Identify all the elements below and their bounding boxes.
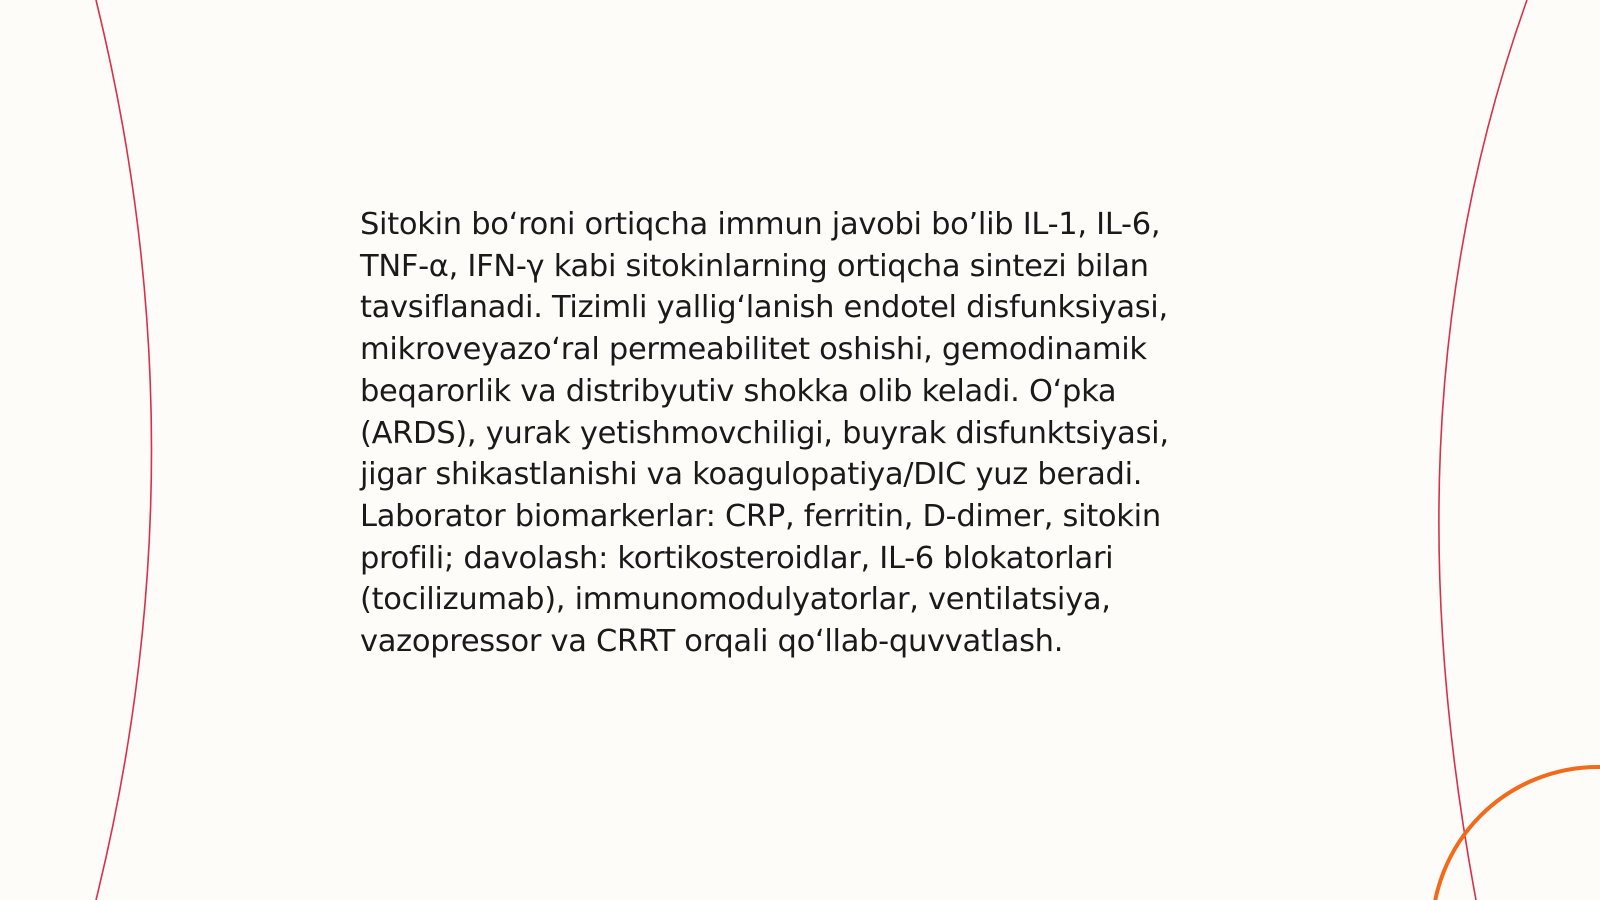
left-arc: [96, 0, 152, 900]
body-paragraph: Sitokin bo‘roni ortiqcha immun javobi bo’lib IL-1, IL-6, TNF-α, IFN-γ kabi sitokinlarning ortiqcha sintezi bilan tavsiflanadi. Tizimli yallig‘lanish endotel disfunksiyasi, mikroveyazo‘ral permeabilitet oshishi, gemodinamik beqarorlik va distribyutiv shokka olib keladi. O‘pka (ARDS), yurak yetishmovchiligi, buyrak disfunktsiyasi, jigar shikastlanishi va koagulopatiya/DIC yuz beradi. Laborator biomarkerlar: CRP, ferritin, D-dimer, sitokin profili; davolash: kortikosteroidlar, IL-6 blokatorlari (tocilizumab), immunomodulyatorlar, ventilatsiya, vazopressor va CRRT orqali qo‘llab-quvvatlash.: [360, 207, 1169, 660]
right-arc: [1439, 0, 1527, 900]
